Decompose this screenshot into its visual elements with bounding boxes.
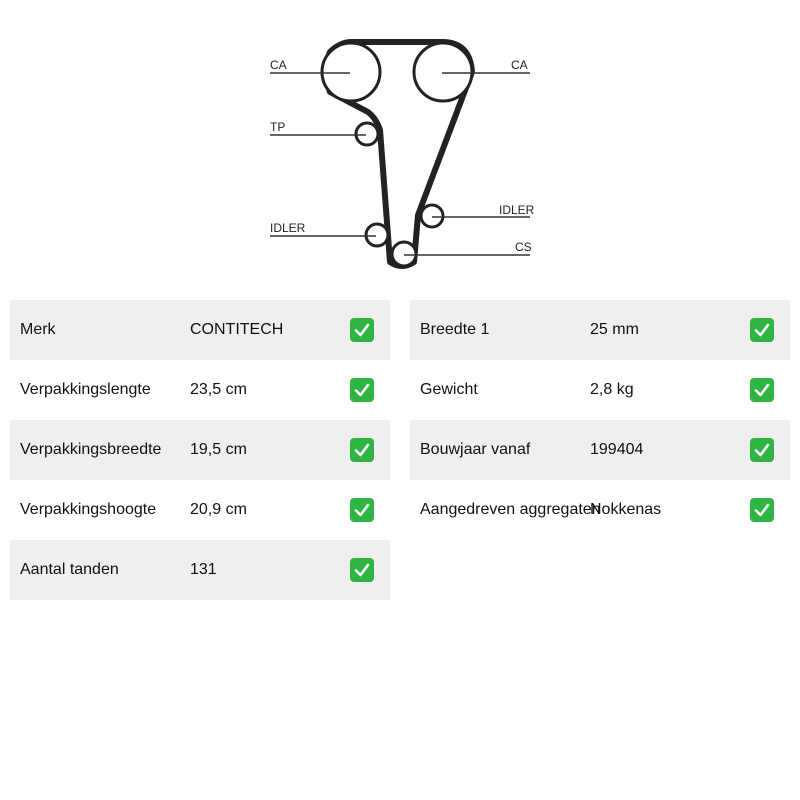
spec-value: 19,5 cm	[190, 441, 247, 458]
spec-value: 25 mm	[590, 321, 639, 338]
spec-row	[10, 480, 390, 540]
belt-routing-diagram	[0, 0, 800, 290]
label-cs: CS	[515, 240, 532, 254]
idler-pulley-right	[421, 205, 443, 227]
label-tp: TP	[270, 120, 286, 134]
label-idler-left: IDLER	[270, 221, 306, 235]
spec-row	[10, 300, 390, 360]
tensioner-pulley	[356, 123, 378, 145]
check-mark-icon	[750, 318, 774, 342]
check-mark-icon	[750, 498, 774, 522]
spec-label: Merk	[20, 321, 56, 338]
check-mark-icon	[750, 378, 774, 402]
spec-label: Aantal tanden	[20, 561, 119, 578]
check-mark-icon	[350, 498, 374, 522]
spec-label: Verpakkingshoogte	[20, 501, 157, 518]
spec-row	[10, 360, 390, 420]
idler-pulley-left	[366, 224, 388, 246]
belt-diagram-svg	[0, 0, 800, 290]
spec-row	[410, 360, 790, 420]
specs-table-left	[10, 300, 390, 600]
spec-row	[10, 420, 390, 480]
check-mark-icon	[350, 378, 374, 402]
label-idler-right: IDLER	[499, 203, 535, 217]
crank-pulley	[392, 242, 416, 266]
spec-label: Verpakkingslengte	[20, 381, 151, 398]
spec-row	[410, 420, 790, 480]
spec-label: Breedte 1	[420, 321, 490, 338]
spec-label: Verpakkingsbreedte	[20, 441, 162, 458]
cam-pulley-right	[414, 43, 472, 101]
spec-label: Gewicht	[420, 381, 478, 398]
spec-value: 2,8 kg	[590, 381, 634, 398]
spec-value: 199404	[590, 441, 644, 458]
spec-label: Bouwjaar vanaf	[420, 441, 531, 458]
check-mark-icon	[350, 438, 374, 462]
cam-pulley-left	[322, 43, 380, 101]
check-mark-icon	[750, 438, 774, 462]
spec-value: CONTITECH	[190, 321, 284, 338]
spec-row	[10, 540, 390, 600]
spec-value: 131	[190, 561, 217, 578]
label-ca-left: CA	[270, 58, 287, 72]
spec-row	[410, 300, 790, 360]
spec-label: Aangedreven aggregaten	[420, 501, 601, 518]
specs-table-right	[410, 300, 790, 540]
check-mark-icon	[350, 318, 374, 342]
spec-row	[410, 480, 790, 540]
label-ca-right: CA	[511, 58, 528, 72]
spec-value: Nokkenas	[590, 501, 662, 518]
spec-value: 23,5 cm	[190, 381, 247, 398]
check-mark-icon	[350, 558, 374, 582]
spec-value: 20,9 cm	[190, 501, 247, 518]
